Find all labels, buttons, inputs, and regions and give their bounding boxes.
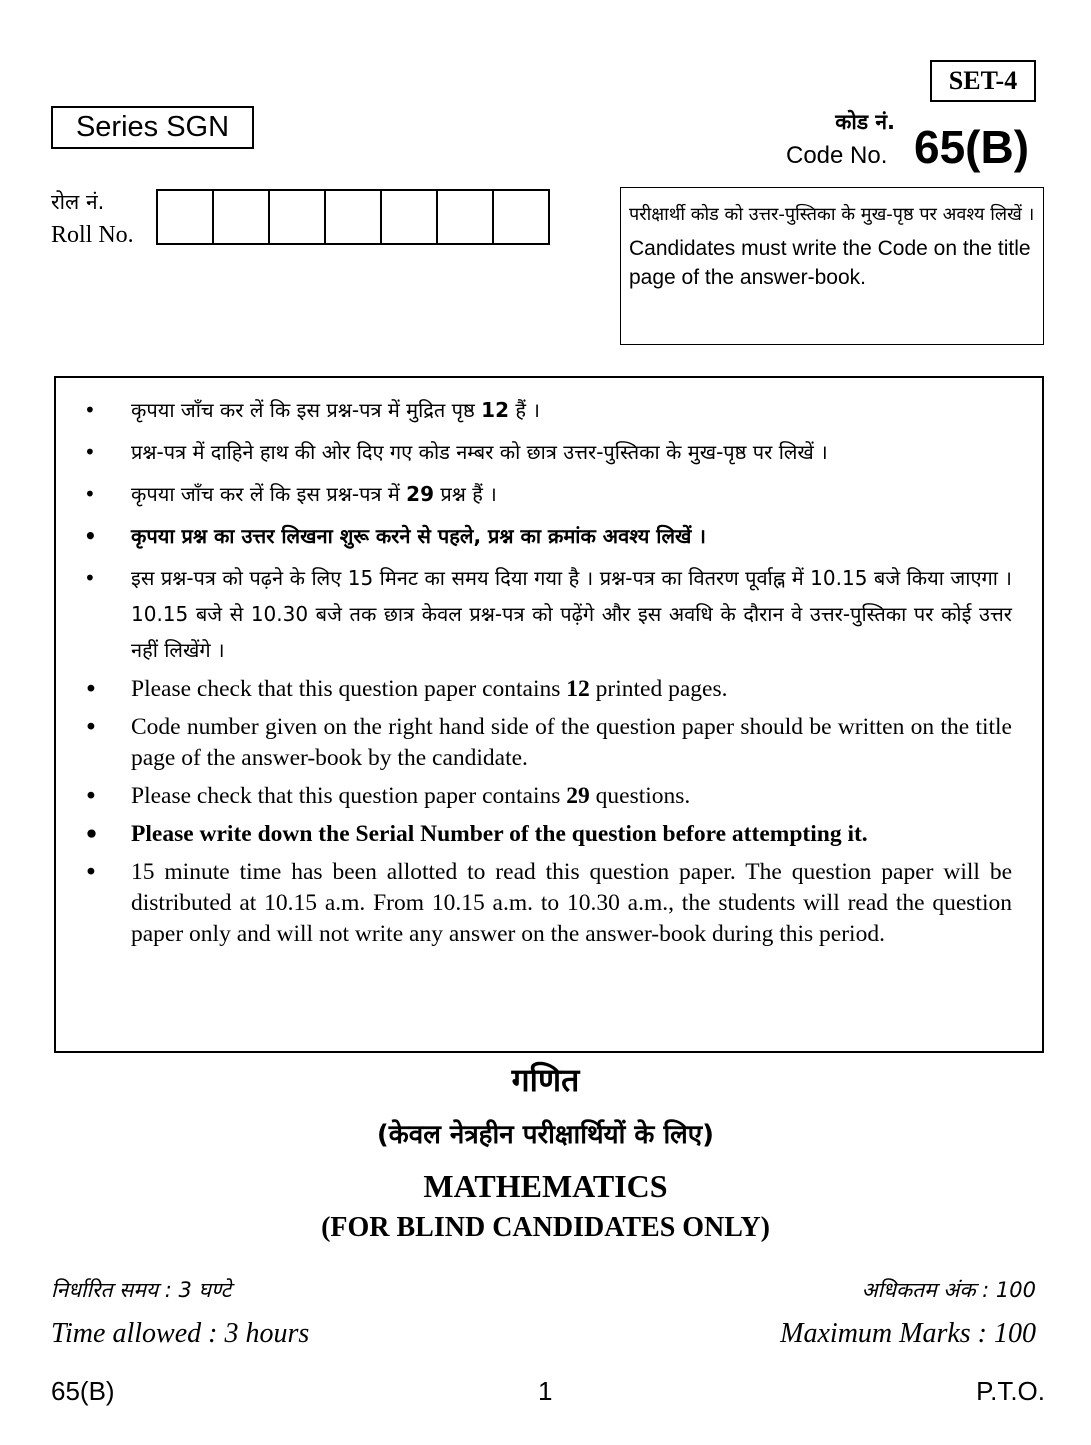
candidate-note-box: [620, 187, 1044, 345]
instruction-item: [76, 434, 1012, 470]
instruction-text: प्रश्न-पत्र में दाहिने हाथ की ओर दिए गए कोड नम्बर को छात्र उत्तर-पुस्तिका के मुख-पृष्ठ पर लिखें ।: [131, 440, 828, 464]
roll-label: Roll No.: [51, 222, 134, 248]
max-marks-hindi: अधिकतम अंक : 100: [861, 1278, 1036, 1302]
instruction-item: [76, 476, 1012, 512]
instruction-text: Please write down the Serial Number of the question before attempting it.: [131, 821, 868, 847]
time-allowed: Time allowed : 3 hours: [51, 1318, 310, 1349]
instruction-text: 15 minute time has been allotted to read this question paper. The question paper will be distributed at 10.15 a.m. From 10.15 a.m. to 10.30 a.m., the students will read the question paper only and will not write any answer on the answer-book during this period.: [131, 859, 1012, 947]
instruction-item: [76, 392, 1012, 428]
instruction-bold: 29: [406, 482, 434, 506]
instruction-bold: 12: [566, 676, 590, 702]
instruction-text: हैं ।: [509, 398, 540, 422]
instruction-item: [76, 712, 1012, 774]
instruction-text: Code number given on the right hand side of the question paper should be written on the title page of the answer-book by the candidate.: [131, 714, 1012, 771]
subject-title-hindi: गणित: [511, 1061, 580, 1099]
roll-cell[interactable]: [438, 189, 494, 245]
instruction-text: कृपया जाँच कर लें कि इस प्रश्न-पत्र में मुद्रित पृष्ठ: [131, 398, 482, 422]
time-allowed-hindi: निर्धारित समय : 3 घण्टे: [51, 1278, 232, 1302]
instruction-bold: 29: [566, 783, 590, 809]
instruction-item: [76, 560, 1012, 668]
roll-cell[interactable]: [494, 189, 550, 245]
pto-label: P.T.O.: [976, 1376, 1045, 1406]
candidate-note-hindi: परीक्षार्थी कोड को उत्तर-पुस्तिका के मुख-पृष्ठ पर अवश्य लिखें ।: [629, 204, 1035, 225]
instruction-text: प्रश्न हैं ।: [434, 482, 497, 506]
instruction-bold: 12: [481, 398, 510, 422]
roll-cell[interactable]: [326, 189, 382, 245]
roll-cell[interactable]: [382, 189, 438, 245]
series-text: Series SGN: [75, 111, 230, 143]
max-marks: Maximum Marks : 100: [780, 1318, 1036, 1349]
instruction-item: [76, 674, 1012, 705]
subject-title: MATHEMATICS: [423, 1168, 668, 1204]
code-label-hindi: कोड नं.: [835, 110, 895, 134]
set-text: SET-4: [948, 66, 1018, 95]
instruction-text: कृपया प्रश्न का उत्तर लिखना शुरू करने से पहले, प्रश्न का क्रमांक अवश्य लिखें ।: [131, 524, 706, 548]
code-label: Code No.: [786, 142, 888, 169]
instruction-text: इस प्रश्न-पत्र को पढ़ने के लिए 15 मिनट का समय दिया गया है । प्रश्न-पत्र का वितरण पूर्वाह्न में 10.15 बजे किया जाएगा । 10.15 बजे से 10.30 बजे तक छात्र केवल प्रश्न-पत्र को पढ़ेंगे और इस अवधि के दौरान वे उत्तर-पुस्तिका पर कोई उत्तर नहीं लिखेंगे ।: [131, 566, 1012, 662]
series-label: [51, 106, 254, 149]
instruction-text: Please check that this question paper contains: [131, 783, 567, 809]
instruction-item: [76, 819, 1012, 850]
set-label: [930, 60, 1036, 102]
page-number: 1: [538, 1376, 553, 1406]
code-number: 65(B): [914, 121, 1030, 173]
instruction-text: Please check that this question paper contains: [131, 676, 567, 702]
instruction-text: printed pages.: [589, 676, 728, 702]
instruction-text: questions.: [589, 783, 691, 809]
subject-subtitle-hindi: (केवल नेत्रहीन परीक्षार्थियों के लिए): [376, 1120, 715, 1150]
roll-cell[interactable]: [158, 189, 214, 245]
roll-cell[interactable]: [270, 189, 326, 245]
footer-code: 65(B): [51, 1376, 115, 1406]
subject-subtitle: (FOR BLIND CANDIDATES ONLY): [321, 1212, 770, 1243]
instruction-item: [76, 857, 1012, 950]
instruction-text: कृपया जाँच कर लें कि इस प्रश्न-पत्र में: [131, 482, 407, 506]
instruction-item: [76, 781, 1012, 812]
instruction-item: [76, 518, 1012, 554]
roll-label-hindi: रोल नं.: [51, 190, 105, 214]
roll-cell[interactable]: [214, 189, 270, 245]
roll-number-grid: [156, 189, 550, 245]
instructions-list: [76, 392, 1012, 957]
candidate-note-english: Candidates must write the Code on the title page of the answer-book.: [629, 237, 1031, 289]
